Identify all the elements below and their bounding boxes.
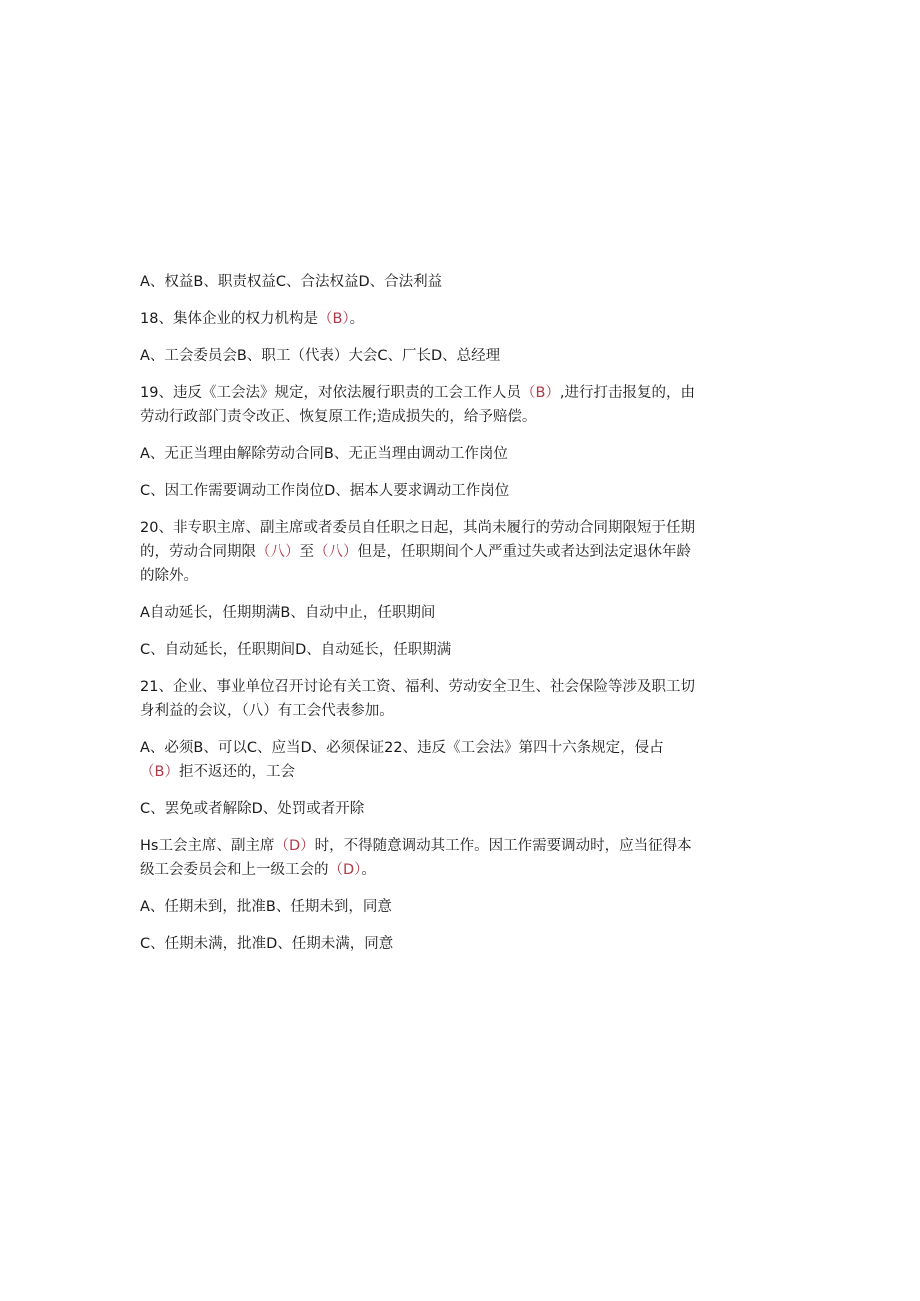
option-line-q19-ab (140, 442, 696, 466)
text-run: A、权益B、职责权益C、合法权益D、合法利益 (140, 274, 443, 290)
option-line-q19-cd (140, 479, 696, 503)
text-run: 20、非专职主席、副主席或者委员自任职之日起，其尚未履行的劳动合同期限短于任期的，劳动合同期限 (140, 520, 695, 560)
text-run: A自动延长，任期期满B、自动中止，任职期间 (140, 605, 436, 621)
option-line-q23-ab (140, 895, 696, 919)
text-run: C、罢免或者解除D、处罚或者开除 (140, 801, 365, 817)
text-run: C、因工作需要调动工作岗位D、据本人要求调动工作岗位 (140, 483, 510, 499)
option-line-q20-ab (140, 601, 696, 625)
text-run: 21、企业、事业单位召开讨论有关工资、福利、劳动安全卫生、社会保险等涉及职工切身利益的会议，（八）有工会代表参加。 (140, 679, 695, 719)
option-line-q21-and-question-22 (140, 736, 696, 784)
option-line-q22-cd (140, 797, 696, 821)
text-run: A、无正当理由解除劳动合同B、无正当理由调动工作岗位 (140, 446, 508, 462)
text-run: 18、集体企业的权力机构是 (140, 311, 318, 327)
text-run: C、任期未满，批准D、任期未满，同意 (140, 936, 394, 952)
option-line-q23-cd (140, 932, 696, 956)
question-19 (140, 381, 696, 429)
text-run: A、工会委员会B、职工（代表）大会C、厂长D、总经理 (140, 348, 501, 364)
text-run: 。 (361, 862, 376, 878)
question-20 (140, 516, 696, 588)
answer-mark: （八） (314, 544, 358, 560)
answer-mark: （D） (274, 838, 315, 854)
question-21 (140, 675, 696, 723)
answer-mark: （B） (520, 385, 560, 401)
text-run: 19、违反《工会法》规定，对依法履行职责的工会工作人员 (140, 385, 521, 401)
question-list (140, 270, 696, 969)
answer-mark: （八） (256, 544, 300, 560)
text-run: A、必须B、可以C、应当D、必须保证22、违反《工会法》第四十六条规定，侵占 (140, 740, 664, 756)
text-run: Hs工会主席、副主席 (140, 838, 275, 854)
option-line-q18 (140, 344, 696, 368)
text-run: A、任期未到，批准B、任期未到，同意 (140, 899, 392, 915)
text-run: C、自动延长，任职期间D、自动延长，任职期满 (140, 642, 452, 658)
text-run: ,进行打击报复的，由劳动行政部门责令改正、恢复原工作;造成损失的，给予赔偿。 (140, 385, 696, 425)
question-23 (140, 834, 696, 882)
answer-mark: （B） (317, 311, 350, 327)
answer-mark: （B） (140, 764, 179, 780)
option-line-q20-cd (140, 638, 696, 662)
option-line-q17 (140, 270, 696, 294)
question-18 (140, 307, 696, 331)
text-run: 。 (349, 311, 365, 327)
text-run: 至 (299, 544, 314, 560)
answer-mark: （D） (328, 862, 362, 878)
text-run: 拒不返还的，工会 (178, 764, 295, 780)
text-run: 时，不得随意调动其工作。因工作需要调动时，应当征得本级工会委员会和上一级工会的 (140, 838, 692, 878)
text-run: 但是，任职期间个人严重过失或者达到法定退休年龄的除外。 (140, 544, 691, 584)
